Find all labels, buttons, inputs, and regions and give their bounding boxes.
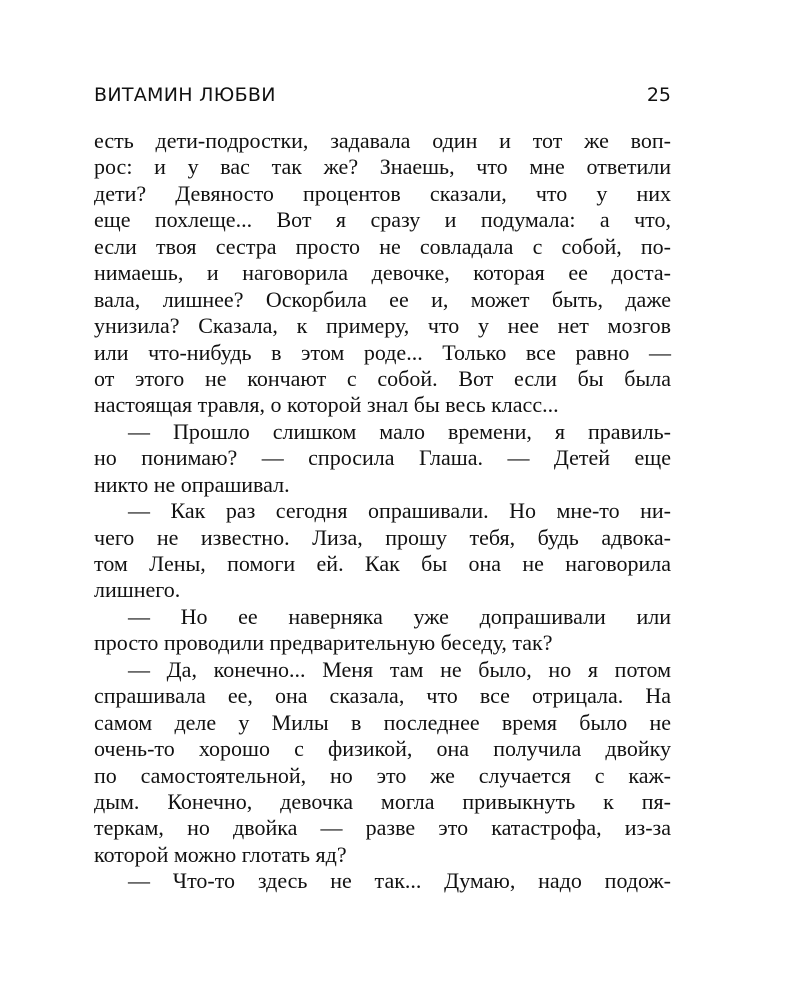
text-line: теркам, но двойка — разве это катастрофа, из-за bbox=[94, 815, 671, 841]
text-line: никто не опрашивал. bbox=[94, 471, 290, 497]
text-line: — Да, конечно... Меня там не было, но я потом bbox=[128, 656, 671, 682]
text-line: унизила? Сказала, к примеру, что у нее нет мозгов bbox=[94, 313, 671, 339]
book-title: ВИТАМИН ЛЮБВИ bbox=[94, 84, 276, 106]
text-line: — Что-то здесь не так... Думаю, надо подож- bbox=[128, 868, 671, 894]
text-line: от этого не кончают с собой. Вот если бы была bbox=[94, 365, 671, 391]
text-line: самом деле у Милы в последнее время было не bbox=[94, 709, 671, 735]
text-line: лишнего. bbox=[94, 577, 181, 603]
body-text bbox=[94, 128, 671, 895]
text-line: — Как раз сегодня опрашивали. Но мне-то ни- bbox=[128, 498, 671, 524]
text-line: — Прошло слишком мало времени, я правиль- bbox=[128, 418, 671, 444]
running-header bbox=[94, 84, 671, 110]
text-line: настоящая травля, о которой знал бы весь класс... bbox=[94, 392, 559, 418]
text-line: дым. Конечно, девочка могла привыкнуть к пя- bbox=[94, 788, 671, 814]
text-line: чего не известно. Лиза, прошу тебя, будь адвока- bbox=[94, 524, 671, 550]
text-line: дети? Девяносто процентов сказали, что у них bbox=[94, 180, 671, 206]
text-line: просто проводили предварительную беседу, так? bbox=[94, 630, 553, 656]
text-line: вала, лишнее? Оскорбила ее и, может быть, даже bbox=[94, 286, 671, 312]
text-line: — Но ее наверняка уже допрашивали или bbox=[128, 603, 671, 629]
text-line: еще похлеще... Вот я сразу и подумала: а что, bbox=[94, 207, 671, 233]
text-line: по самостоятельной, но это же случается с каж- bbox=[94, 762, 671, 788]
text-line: есть дети-подростки, задавала один и тот же воп- bbox=[94, 128, 671, 153]
text-line: нимаешь, и наговорила девочке, которая ее доста- bbox=[94, 260, 671, 286]
page-number: 25 bbox=[646, 84, 671, 106]
text-line: если твоя сестра просто не совладала с собой, по- bbox=[94, 233, 671, 259]
text-line: том Лены, помоги ей. Как бы она не наговорила bbox=[94, 551, 671, 576]
text-line: которой можно глотать яд? bbox=[94, 841, 347, 867]
text-line: или что-нибудь в этом роде... Только все равно — bbox=[94, 339, 671, 365]
text-line: но понимаю? — спросила Глаша. — Детей еще bbox=[94, 445, 671, 471]
text-line: спрашивала ее, она сказала, что все отрицала. На bbox=[94, 683, 671, 709]
text-line: рос: и у вас так же? Знаешь, что мне ответили bbox=[94, 154, 671, 180]
text-line: очень-то хорошо с физикой, она получила двойку bbox=[94, 736, 671, 762]
